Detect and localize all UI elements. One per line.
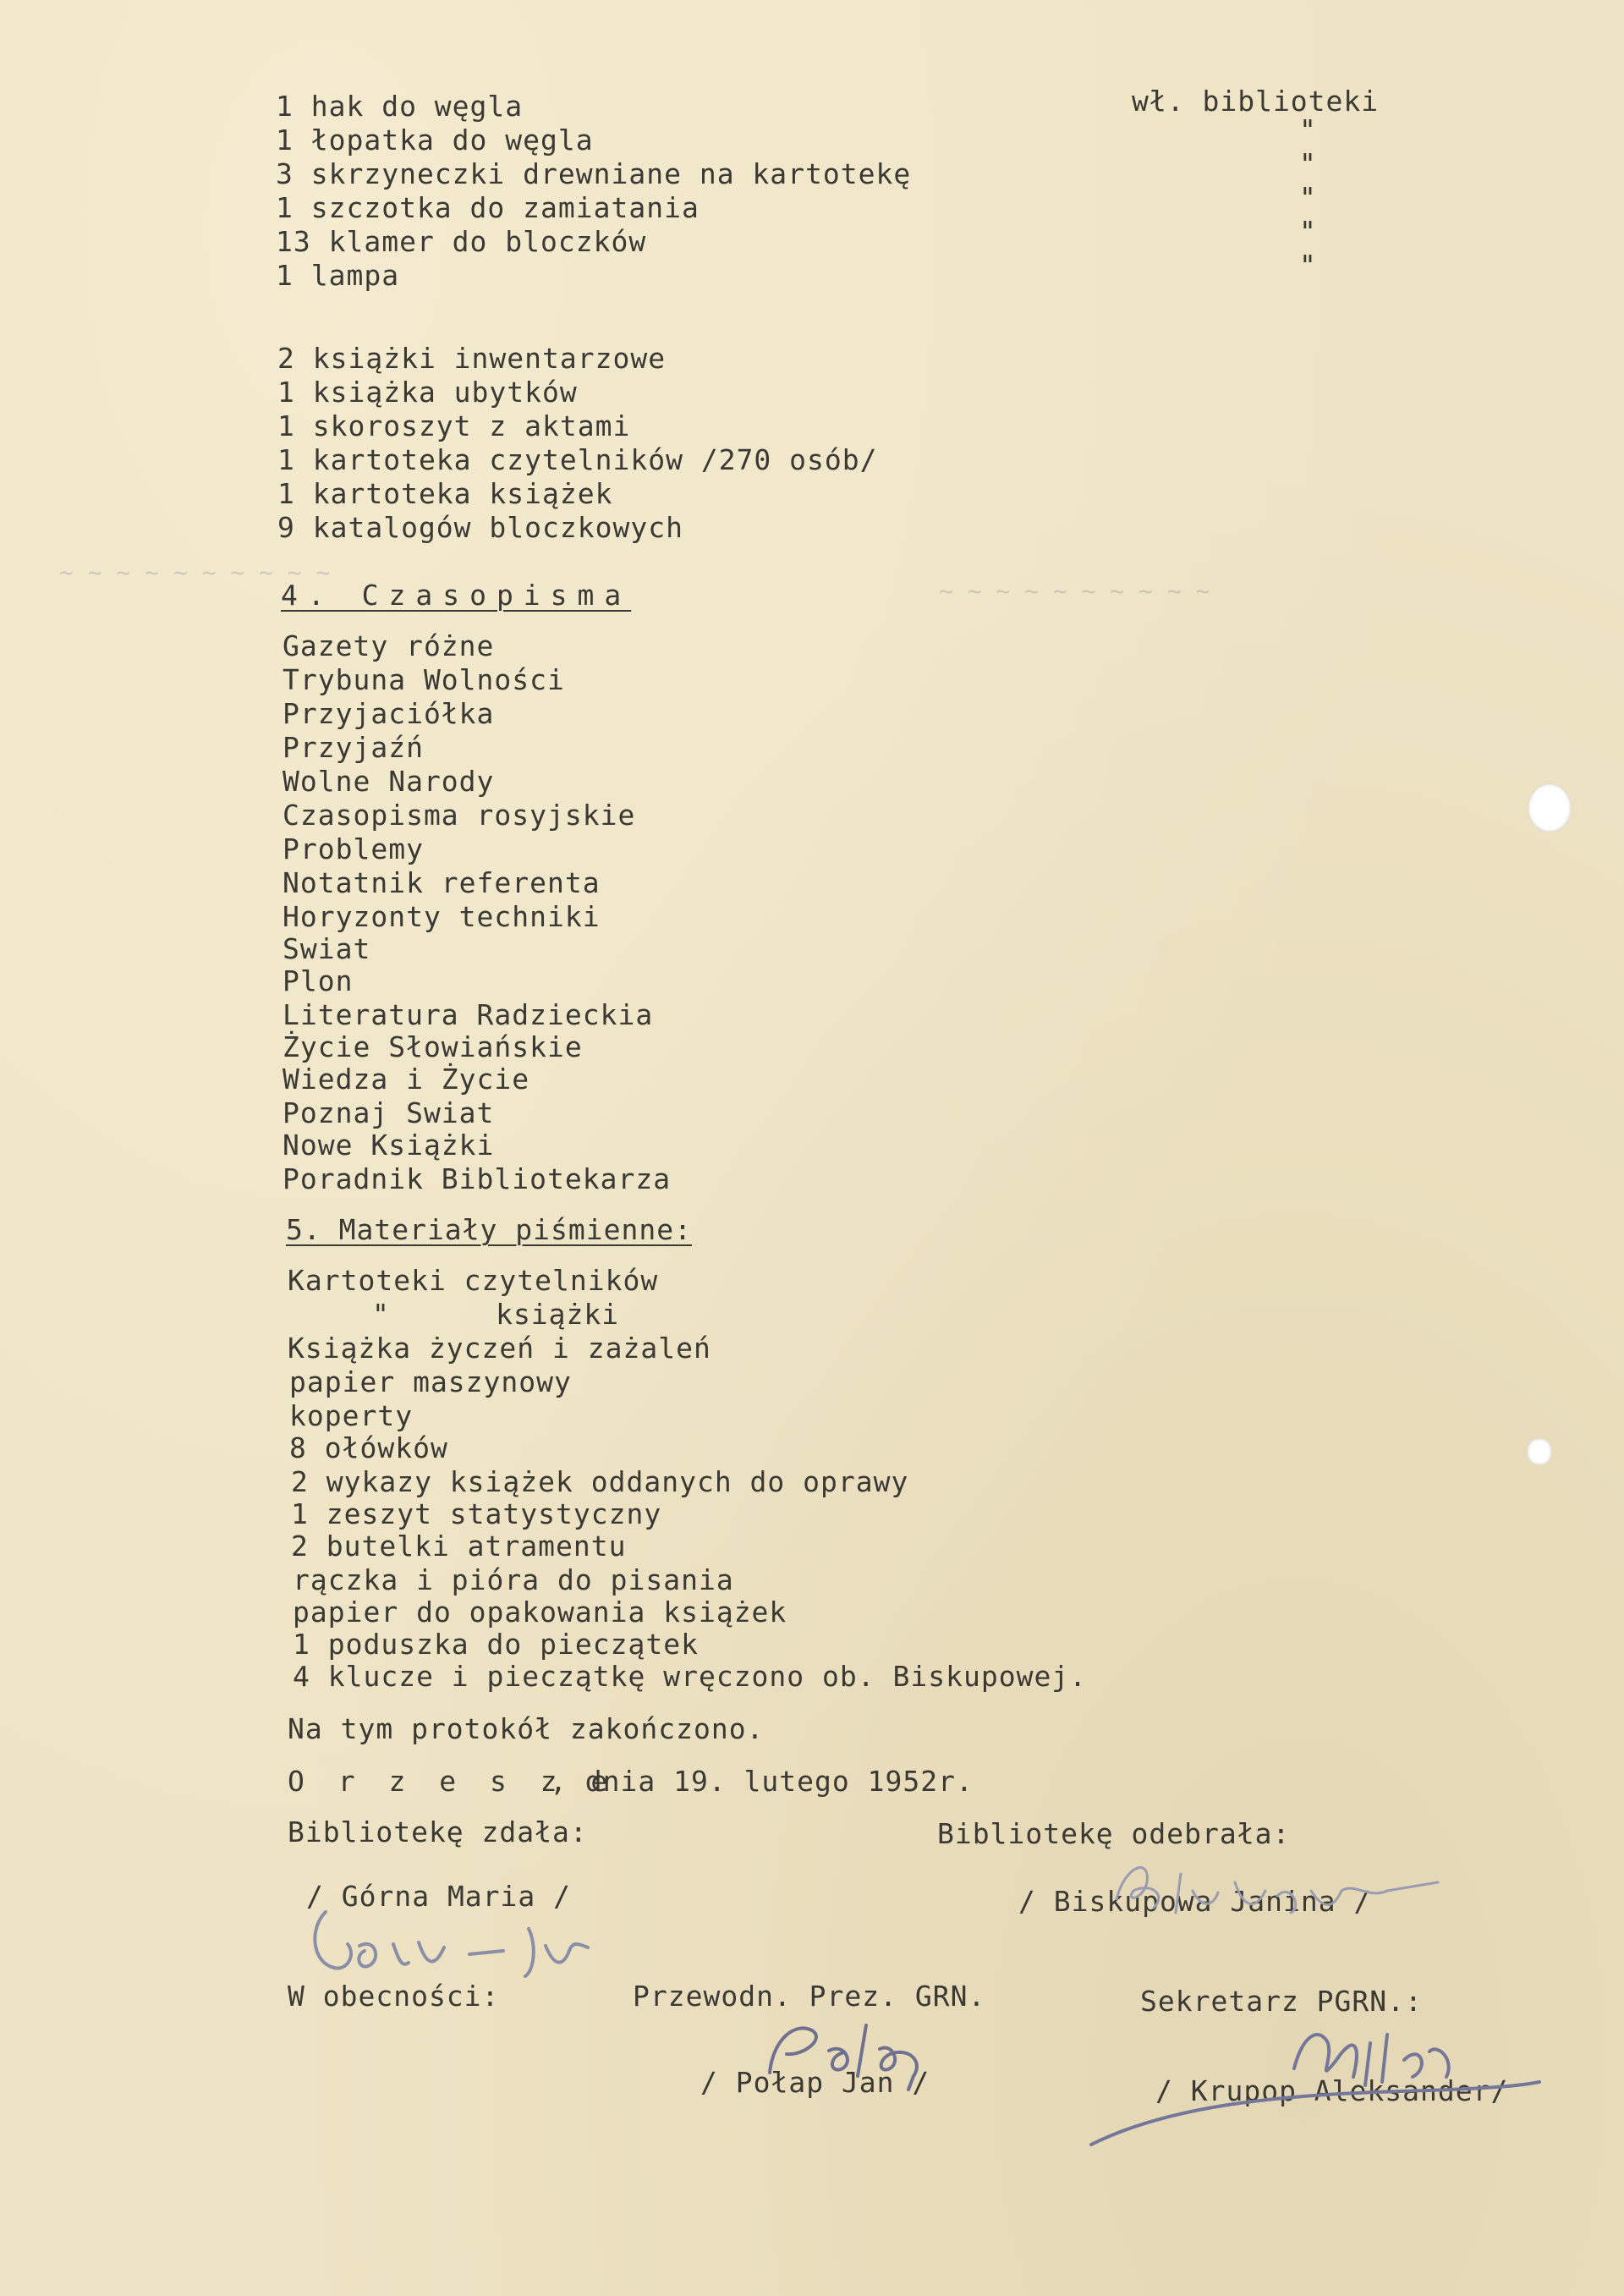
list-item: Nowe Książki (283, 1129, 495, 1162)
received-name: / Biskupowa Janina / (1018, 1885, 1372, 1918)
list-item: Wolne Narody (283, 765, 495, 798)
list-item: 3 skrzyneczki drewniane na kartotekę (276, 157, 912, 190)
secretary-title: Sekretarz PGRN.: (1140, 1985, 1423, 2018)
handed-over-label: Bibliotekę zdała: (288, 1815, 588, 1848)
list-item: Kartoteki czytelników (288, 1264, 659, 1297)
list-item: Życie Słowiańskie (283, 1030, 583, 1063)
signature-krupop (1074, 2009, 1548, 2178)
bleed-through-left: ~ ~ ~ ~ ~ ~ ~ ~ ~ ~ (59, 558, 331, 586)
list-item: Plon (283, 964, 354, 997)
handed-over-name: / Górna Maria / (306, 1880, 572, 1913)
ditto-mark-5: " (1299, 249, 1316, 282)
list-item: Przyjaźń (283, 731, 424, 764)
list-item: Przyjaciółka (283, 697, 495, 730)
ditto-mark-1: " (1299, 113, 1316, 146)
ditto-mark-2: " (1299, 147, 1316, 180)
list-item: Czasopisma rosyjskie (283, 799, 636, 832)
owner-header: wł. biblioteki (1132, 85, 1380, 118)
list-item: papier do opakowania książek (293, 1596, 787, 1629)
place-name: O r z e s z e (288, 1765, 617, 1798)
list-item: 4 klucze i pieczątkę wręczono ob. Biskupowej. (293, 1660, 1088, 1693)
document-date: , dnia 19. lutego 1952r. (550, 1765, 974, 1798)
list-item: 13 klamer do bloczków (276, 225, 647, 258)
ditto-mark-4: " (1299, 215, 1316, 248)
ditto-mark-3: " (1299, 181, 1316, 214)
list-item: rączka i pióra do pisania (293, 1563, 734, 1596)
list-item: koperty (289, 1399, 414, 1432)
punch-hole-upper (1528, 783, 1572, 832)
closing-statement: Na tym protokół zakończono. (288, 1712, 765, 1745)
list-item: Notatnik referenta (283, 866, 601, 899)
signature-biskupowa (1100, 1848, 1472, 1925)
list-item: Poradnik Bibliotekarza (283, 1162, 672, 1195)
chairman-title: Przewodn. Prez. GRN. (633, 1980, 986, 2013)
list-item: Wiedza i Życie (283, 1063, 530, 1096)
secretary-name: / Krupop Aleksander/ (1155, 2074, 1509, 2107)
chairman-name: / Połap Jan / (700, 2066, 930, 2099)
list-item: 2 wykazy książek oddanych do oprawy (291, 1465, 909, 1498)
list-item: 1 poduszka do pieczątek (293, 1628, 699, 1661)
list-item: 2 książki inwentarzowe (277, 342, 667, 375)
list-item: papier maszynowy (289, 1365, 572, 1398)
received-label: Bibliotekę odebrała: (937, 1817, 1291, 1850)
list-item: Trybuna Wolności (283, 663, 565, 696)
signature-gorna (300, 1895, 664, 1997)
list-item: 1 skoroszyt z aktami (277, 409, 631, 442)
list-item: 1 książka ubytków (277, 376, 578, 409)
list-item: 1 zeszyt statystyczny (291, 1497, 662, 1530)
section-heading-czasopisma: 4. Czasopisma (281, 579, 632, 612)
section-heading-materialy: 5. Materiały piśmienne: (286, 1213, 692, 1246)
list-item: 1 kartoteka książek (277, 477, 613, 510)
list-item: Swiat (283, 932, 371, 965)
list-item: Literatura Radzieckia (283, 998, 654, 1031)
list-item: Poznaj Swiat (283, 1096, 495, 1129)
list-item: " książki (372, 1298, 620, 1331)
list-item: 1 kartoteka czytelników /270 osób/ (277, 443, 878, 476)
signature-polap (744, 2005, 964, 2098)
list-item: Problemy (283, 832, 424, 865)
presence-label: W obecności: (288, 1980, 500, 2013)
list-item: 8 ołówków (289, 1431, 448, 1464)
list-item: Książka życzeń i zażaleń (288, 1332, 711, 1365)
list-item: 1 szczotka do zamiatania (276, 191, 700, 224)
punch-hole-lower (1527, 1438, 1552, 1465)
list-item: 1 łopatka do węgla (276, 124, 594, 157)
list-item: 1 lampa (276, 259, 400, 292)
list-item: Horyzonty techniki (283, 900, 601, 933)
bleed-through-right: ~ ~ ~ ~ ~ ~ ~ ~ ~ ~ (939, 577, 1210, 605)
list-item: 1 hak do węgla (276, 90, 524, 123)
list-item: 9 katalogów bloczkowych (277, 511, 683, 544)
list-item: Gazety różne (283, 629, 495, 662)
list-item: 2 butelki atramentu (291, 1530, 627, 1563)
